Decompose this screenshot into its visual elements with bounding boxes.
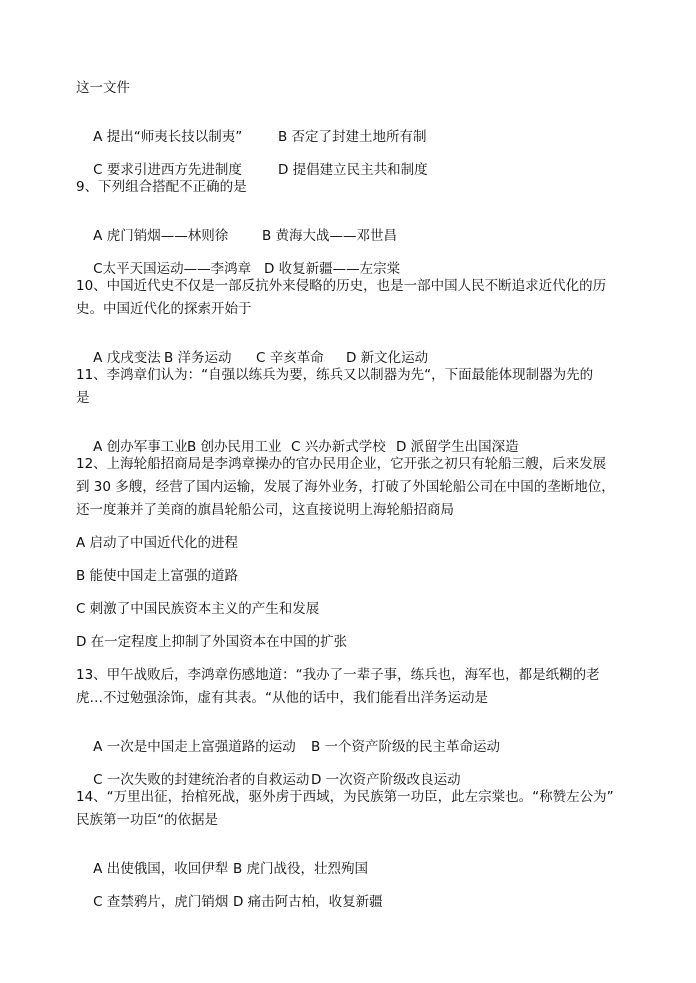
q13-stem-line-2: 虎…不过勉强涂饰，虚有其表。“从他的话中，我们能看出洋务运动是 [76, 690, 488, 706]
q12-option-a: A 启动了中国近代化的进程 [76, 535, 239, 551]
q10-option-a: A 戊戌变法 [93, 350, 161, 366]
q13-option-a: A 一次是中国走上富强道路的运动 [93, 739, 296, 755]
q8-option-a: A 提出“师夷长技以制夷” [93, 129, 243, 145]
q9-stem: 9、下列组合搭配不正确的是 [76, 179, 247, 195]
q11-option-a: A 创办军事工业 [93, 439, 188, 455]
q12-option-c: C 刺激了中国民族资本主义的产生和发展 [76, 601, 320, 617]
q11-stem-line-1: 11、李鸿章们认为：“自强以练兵为要，练兵又以制器为先“，下面最能体现制器为先的 [76, 367, 594, 383]
q8-option-b: B 否定了封建土地所有制 [278, 129, 427, 145]
q9-option-a: A 虎门销烟——林则徐 [93, 228, 229, 244]
q10-stem-line-1: 10、中国近代史不仅是一部反抗外来侵略的历史，也是一部中国人民不断追求近代化的历 [76, 278, 607, 294]
q14-option-row-2 [76, 878, 383, 926]
q11-option-b: B 创办民用工业 [187, 439, 282, 455]
q12-stem-line-2: 到 30 多艘，经营了国内运输，发展了海外业务，打破了外国轮船公司在中国的垄断地位， [76, 479, 615, 495]
q9-option-b: B 黄海大战——邓世昌 [262, 228, 398, 244]
q9-option-d: D 收复新疆——左宗棠 [264, 261, 401, 277]
q9-option-c: C太平天国运动——李鸿章 [93, 261, 252, 277]
q12-stem-line-1: 12、上海轮船招商局是李鸿章操办的官办民用企业，它开张之初只有轮船三艘，后来发展 [76, 456, 607, 472]
q13-option-d: D 一次资产阶级改良运动 [311, 772, 461, 788]
q12-stem-line-3: 还一度兼并了美商的旗昌轮船公司，这直接说明上海轮船招商局 [76, 502, 454, 518]
q12-option-d: D 在一定程度上抑制了外国资本在中国的扩张 [76, 634, 348, 650]
q14-option-b: B 虎门战役，壮烈殉国 [233, 861, 369, 877]
q11-option-c: C 兴办新式学校 [291, 439, 386, 455]
q8-option-c: C 要求引进西方先进制度 [93, 162, 242, 178]
q14-option-a: A 出使俄国，收回伊犁 [93, 861, 229, 877]
q14-option-c: C 查禁鸦片，虎门销烟 [93, 894, 229, 910]
q8-option-d: D 提倡建立民主共和制度 [278, 162, 428, 178]
q14-stem-line-1: 14、“万里出征，抬棺死战，驱外虏于西域，为民族第一功臣，此左宗棠也。“称赞左公为” [76, 789, 614, 805]
q13-option-b: B 一个资产阶级的民主革命运动 [311, 739, 501, 755]
q13-stem-line-1: 13、甲午战败后，李鸿章伤感地道：“我办了一辈子事，练兵也，海军也，都是纸糊的老 [76, 667, 600, 683]
q14-option-d: D 痛击阿古柏，收复新疆 [233, 894, 383, 910]
q10-option-b: B 洋务运动 [164, 350, 232, 366]
q10-option-d: D 新文化运动 [346, 350, 429, 366]
q11-option-d: D 派留学生出国深造 [396, 439, 519, 455]
q11-stem-line-2: 是 [76, 390, 90, 406]
q10-option-c: C 辛亥革命 [256, 350, 324, 366]
q12-option-b: B 能使中国走上富强的道路 [76, 568, 239, 584]
q8-stem-tail: 这一文件 [76, 80, 130, 96]
q14-stem-line-2: 民族第一功臣“的依据是 [76, 812, 218, 828]
q10-stem-line-2: 史。中国近代化的探索开始于 [76, 301, 252, 317]
q13-option-c: C 一次失败的封建统治者的自救运动 [93, 772, 310, 788]
